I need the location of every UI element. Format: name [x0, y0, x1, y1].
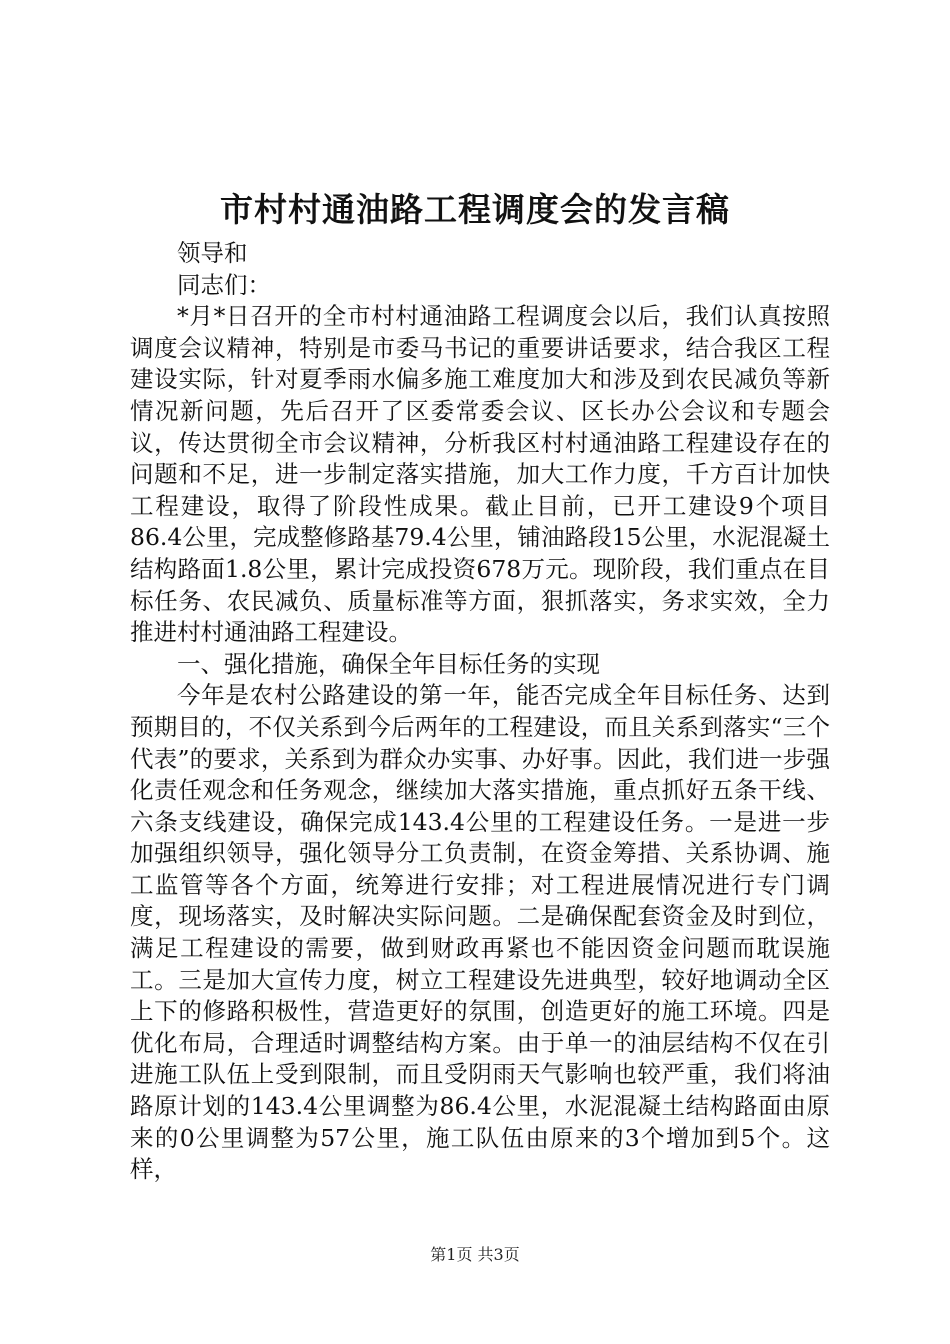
document-title: 市村村通油路工程调度会的发言稿	[220, 190, 730, 229]
paragraph-section-1: 今年是农村公路建设的第一年，能否完成全年目标任务、达到预期目的，不仅关系到今后两年的工程建设，而且关系到落实“三个代表”的要求，关系到为群众办实事、办好事。因此，我们进一步强化责任观念和任务观念，继续加大落实措施，重点抓好五条干线、六条支线建设，确保完成143.4公里的工程建设任务。一是进一步加强组织领导，强化领导分工负责制，在资金筹措、关系协调、施工监管等各个方面，统筹进行安排；对工程进展情况进行专门调度，现场落实，及时解决实际问题。二是确保配套资金及时到位，满足工程建设的需要，做到财政再紧也不能因资金问题而耽误施工。三是加大宣传力度，树立工程建设先进典型，较好地调动全区上下的修路积极性，营造更好的氛围，创造更好的施工环境。四是优化布局，合理适时调整结构方案。由于单一的油层结构不仅在引进施工队伍上受到限制，而且受阴雨天气影响也较严重，我们将油路原计划的143.4公里调整为86.4公里，水泥混凝土结构路面由原来的0公里调整为57公里，施工队伍由原来的3个增加到5个。这样，	[130, 681, 830, 1184]
page-footer: 第1页 共3页	[430, 1245, 520, 1264]
section-heading-1: 一、强化措施，确保全年目标任务的实现	[177, 649, 600, 678]
document-body	[130, 238, 830, 1186]
salutation-line-1: 领导和	[177, 239, 248, 267]
paragraph-intro: *月*日召开的全市村村通油路工程调度会以后，我们认真按照调度会议精神，特别是市委马书记的重要讲话要求，结合我区工程建设实际，针对夏季雨水偏多施工难度加大和涉及到农民减负等新情况新问题，先后召开了区委常委会议、区长办公会议和专题会议，传达贯彻全市会议精神，分析我区村村通油路工程建设存在的问题和不足，进一步制定落实措施，加大工作力度，千方百计加快工程建设，取得了阶段性成果。截止目前，已开工建设9个项目86.4公里，完成整修路基79.4公里，铺油路段15公里，水泥混凝土结构路面1.8公里，累计完成投资678万元。现阶段，我们重点在目标任务、农民减负、质量标准等方面，狠抓落实，务求实效，全力推进村村通油路工程建设。	[130, 302, 830, 647]
salutation-line-2: 同志们：	[177, 270, 271, 299]
